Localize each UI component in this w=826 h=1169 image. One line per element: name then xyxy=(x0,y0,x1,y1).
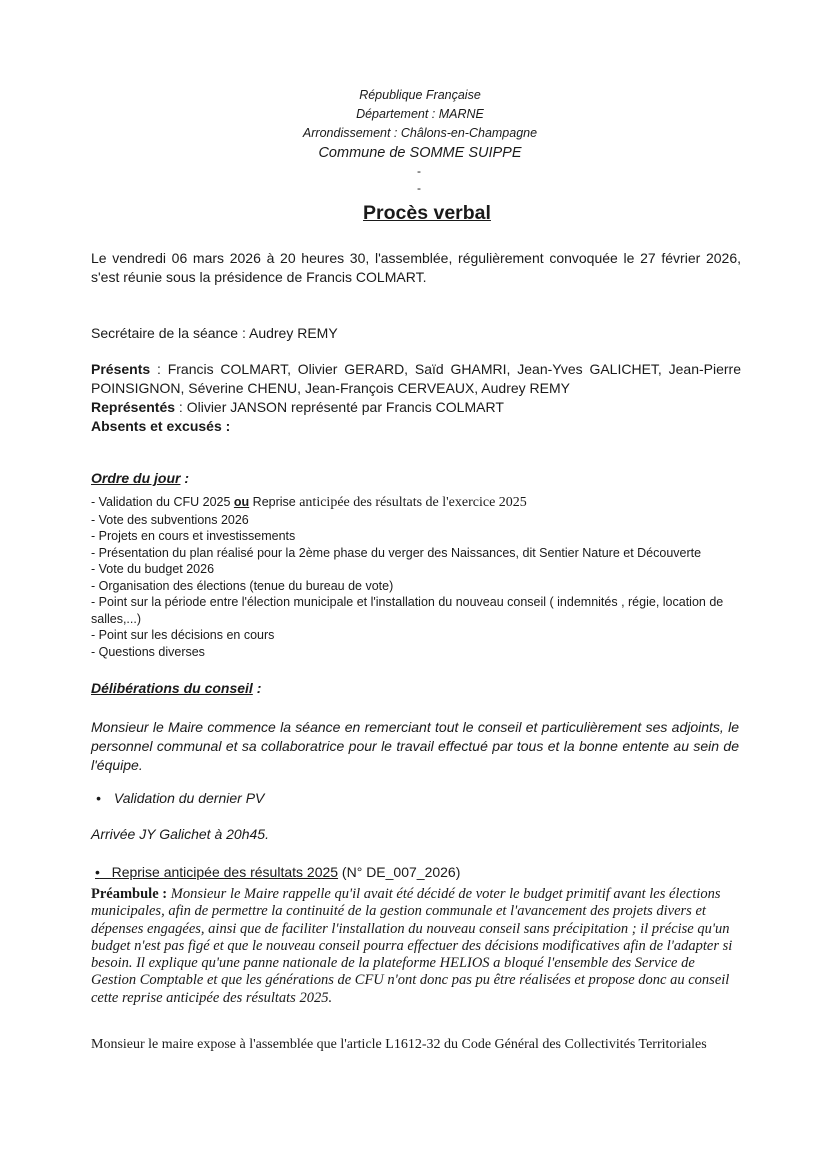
bullet-text: Validation du dernier PV xyxy=(113,790,265,806)
secretaire-line: Secrétaire de la séance : Audrey REMY xyxy=(91,325,338,341)
item-text: Reprise xyxy=(249,495,300,509)
document-header xyxy=(0,86,826,197)
represented-text: : Olivier JANSON représenté par Francis COLMART xyxy=(175,399,504,415)
header-dash-1: - xyxy=(417,164,421,178)
item-ou: ou xyxy=(233,495,250,509)
list-item xyxy=(91,494,751,512)
presents-label: Présents xyxy=(91,361,151,377)
absents-label: Absents et excusés xyxy=(91,418,222,434)
header-departement: Département : MARNE xyxy=(356,107,484,121)
attendance-block xyxy=(91,360,741,436)
deliberations-title: Délibérations du conseil xyxy=(91,680,253,696)
header-dash-2: - xyxy=(417,181,421,195)
deliberations-heading xyxy=(91,680,741,696)
bullet-icon: • xyxy=(96,790,101,806)
list-item: - Projets en cours et investissements xyxy=(91,529,296,543)
item-text-serif: anticipée des résultats de l'exercice 2025 xyxy=(299,495,527,510)
list-item: - Présentation du plan réalisé pour la 2ème phase du verger des Naissances, dit Sentier Nature et Découverte xyxy=(91,545,702,560)
absents-line xyxy=(91,417,741,436)
header-arrondissement: Arrondissement : Châlons-en-Champagne xyxy=(302,126,538,140)
ordre-du-jour-colon: : xyxy=(180,470,190,486)
absents-text: : xyxy=(221,418,231,434)
bullet-reprise xyxy=(95,864,460,880)
list-item: - Organisation des élections (tenue du bureau de vote) xyxy=(91,578,394,593)
header-commune: Commune de SOMME SUIPPE xyxy=(318,145,522,161)
page-title: Procès verbal xyxy=(363,202,491,224)
bullet-icon: • xyxy=(95,864,100,880)
list-item: - Point sur la période entre l'élection municipale et l'installation du nouveau conseil ( indemnités , régie, location de salles,...) xyxy=(91,595,724,626)
bullet-reprise-ref: (N° DE_007_2026) xyxy=(338,864,461,880)
bullet-reprise-title xyxy=(95,864,338,880)
ordre-du-jour-list xyxy=(91,494,751,660)
list-item: - Point sur les décisions en cours xyxy=(91,628,275,642)
presents-text: : Francis COLMART, Olivier GERARD, Saïd GHAMRI, Jean-Yves GALICHET, Jean-Pierre POINSIGNON, Séverine CHENU, Jean-François CERVEAUX, Audrey REMY xyxy=(91,361,741,396)
intro-paragraph: Le vendredi 06 mars 2026 à 20 heures 30, l'assemblée, régulièrement convoquée le 27 février 2026, s'est réunie sous la présidence de Francis COLMART. xyxy=(91,250,741,285)
maire-paragraph: Monsieur le Maire commence la séance en remerciant tout le conseil et particulièrement ses adjoints, le personnel communal et sa collaboratrice pour le travail effectué par tous et la bonne entente au sein de l'équipe. xyxy=(91,719,739,773)
ordre-du-jour-heading xyxy=(91,470,741,486)
item-text: - Validation du CFU 2025 xyxy=(91,495,234,509)
bullet-validation-pv xyxy=(96,790,264,806)
preambule-label: Préambule : xyxy=(91,886,168,902)
preambule-text: Monsieur le Maire rappelle qu'il avait été décidé de voter le budget primitif avant les élections municipales, afin de permettre la continuité de la gestion communale et l'avancement des projets divers et dépenses engagées, ainsi que de faciliter l'installation du nouveau conseil sans précipitation ; il précise qu'un budget n'est pas figé et que le nouveau conseil pourra effectuer des décisions modificatives afin de l'adapter si besoin. Il explique qu'une panne nationale de la plateforme HELIOS a bloqué l'ensemble des Service de Gestion Comptable et que les générations de CFU n'ont donc pas pu être réalisées et propose donc au conseil cette reprise anticipée des résultats 2025. xyxy=(91,886,733,1006)
list-item: - Questions diverses xyxy=(91,644,205,659)
ordre-du-jour-title: Ordre du jour xyxy=(91,470,181,486)
bullet-reprise-text: Reprise anticipée des résultats 2025 xyxy=(111,864,339,880)
represented-line xyxy=(91,398,741,417)
header-republique: République Française xyxy=(359,88,481,102)
presents-line xyxy=(91,360,741,398)
arrivee-line: Arrivée JY Galichet à 20h45. xyxy=(91,826,269,842)
represented-label: Représentés xyxy=(91,399,176,415)
expose-line: Monsieur le maire expose à l'assemblée que l'article L1612-32 du Code Général des Collectivités Territoriales xyxy=(91,1037,707,1052)
deliberations-colon: : xyxy=(252,680,262,696)
list-item: - Vote des subventions 2026 xyxy=(91,512,249,527)
preambule-paragraph xyxy=(91,886,739,1007)
list-item: - Vote du budget 2026 xyxy=(91,562,215,576)
